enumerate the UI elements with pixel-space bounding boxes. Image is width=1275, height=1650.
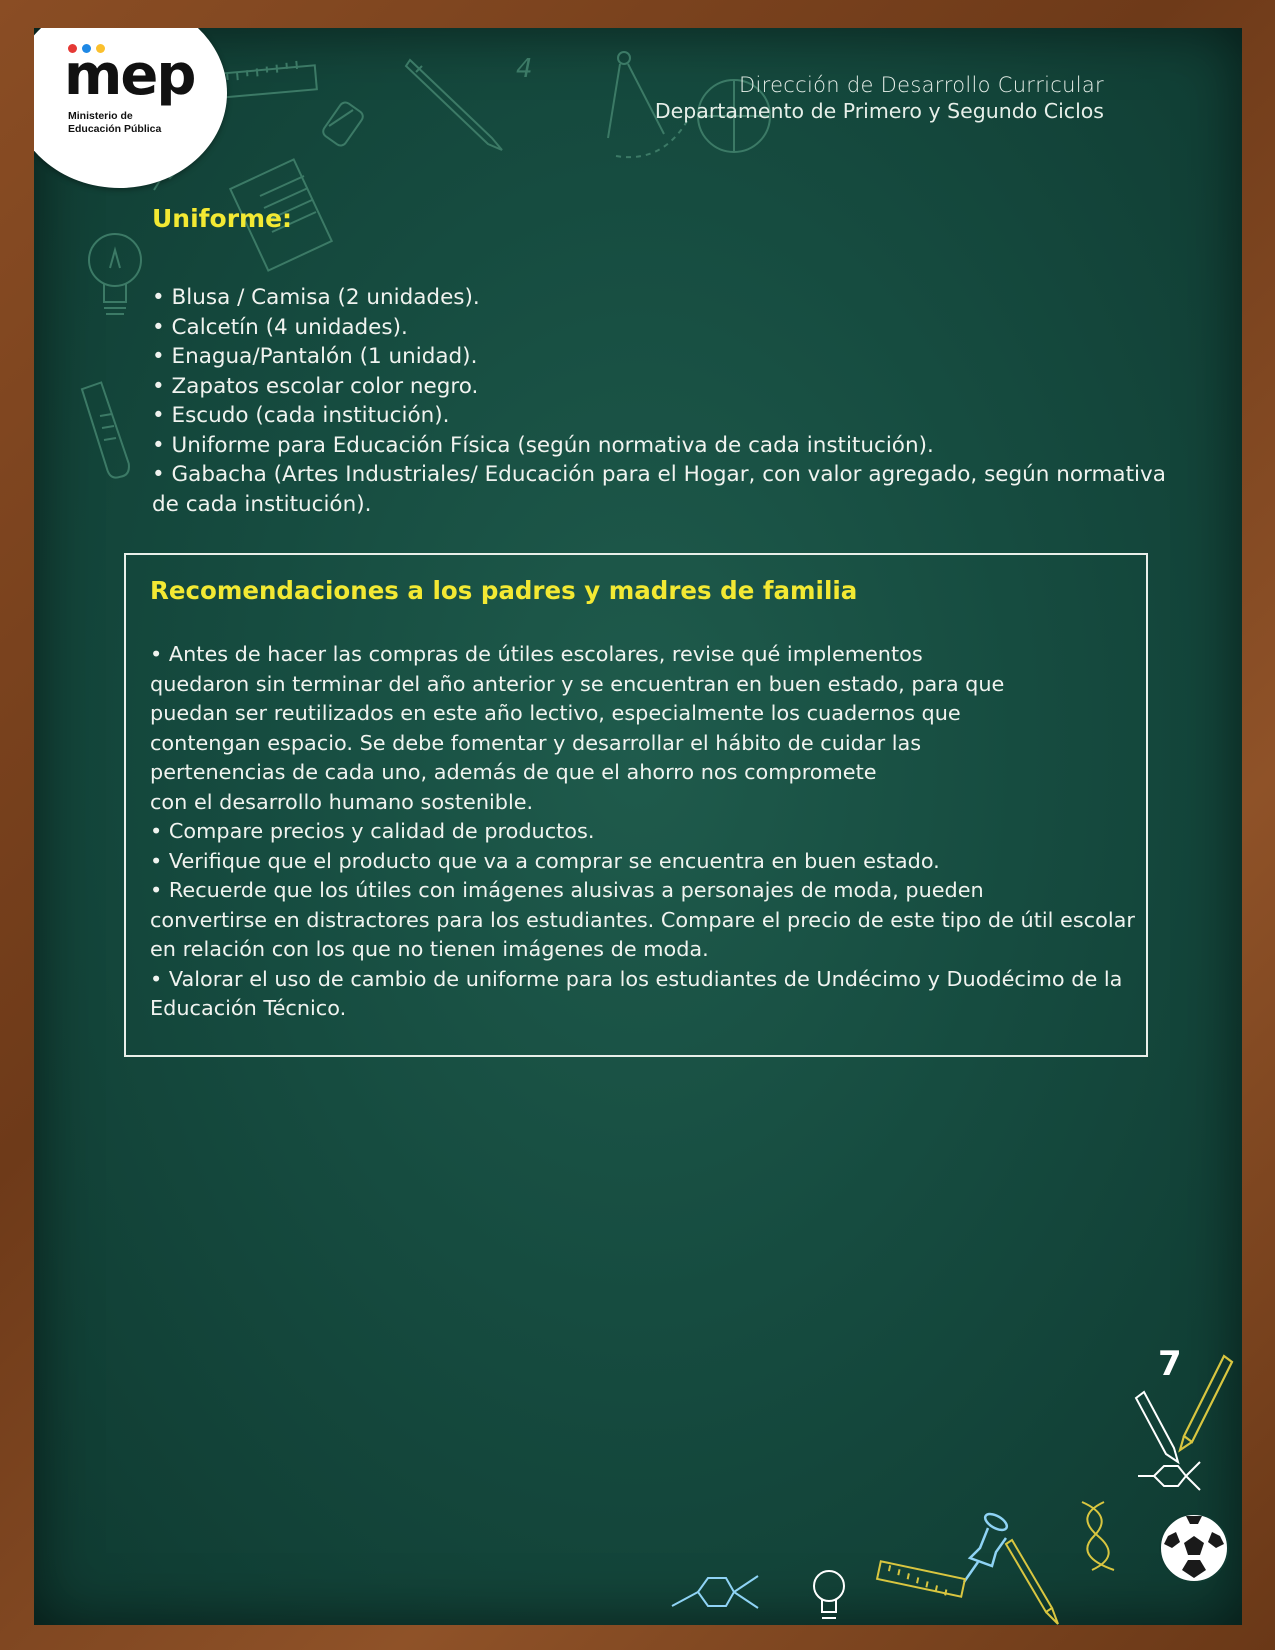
list-item: contengan espacio. Se debe fomentar y desarrollar el hábito de cuidar las: [150, 730, 922, 755]
header-direction: Dirección de Desarrollo Curricular: [739, 73, 1104, 97]
recommendations-list: [150, 640, 1135, 1024]
logo-subtitle: [68, 110, 188, 136]
soccer-ball-icon: [1156, 1510, 1232, 1586]
pencil-icon: [402, 50, 512, 160]
recommendations-title: Recomendaciones a los padres y madres de familia: [150, 576, 858, 605]
list-item: Educación Técnico.: [150, 996, 347, 1020]
logo-subtitle-line2: Educación Pública: [68, 123, 162, 135]
list-item: • Uniforme para Educación Física (según normativa de cada institución).: [152, 432, 934, 458]
molecule-icon: [668, 1562, 768, 1622]
header-department: Departamento de Primero y Segundo Ciclos: [654, 99, 1104, 123]
uniforme-list: [152, 283, 1166, 519]
list-item: con el desarrollo humano sostenible.: [150, 789, 534, 814]
list-item: • Blusa / Camisa (2 unidades).: [152, 285, 480, 310]
paintbrush-icon: [1000, 1538, 1070, 1625]
list-item: en relación con los que no tienen imágenes de moda.: [150, 937, 709, 961]
list-item: convertirse en distractores para los estudiantes. Compare el precio de este tipo de útil escolar: [150, 907, 1135, 932]
list-item: • Zapatos escolar color negro.: [152, 373, 479, 399]
list-item: de cada institución).: [152, 491, 372, 517]
ruler-icon: [874, 1558, 974, 1608]
list-item: • Gabacha (Artes Industriales/ Educación para el Hogar, con valor agregado, según normativa: [152, 462, 1166, 487]
list-item: • Verifique que el producto que va a comprar se encuentra en buen estado.: [150, 848, 940, 873]
lightbulb-icon: [804, 1564, 854, 1625]
list-item: pertenencias de cada uno, además de que el ahorro nos compromete: [150, 760, 877, 784]
list-item: • Valorar el uso de cambio de uniforme para los estudiantes de Undécimo y Duodécimo de la: [150, 966, 1123, 991]
chalkboard: [34, 28, 1242, 1625]
list-item: quedaron sin terminar del año anterior y se encuentran en buen estado, para que: [150, 671, 1005, 696]
page-number: 7: [1158, 1344, 1182, 1384]
list-item: • Enagua/Pantalón (1 unidad).: [152, 344, 478, 369]
list-item: • Compare precios y calidad de productos.: [150, 819, 595, 843]
molecule-icon: [1134, 1452, 1204, 1502]
list-item: • Calcetín (4 unidades).: [152, 314, 408, 340]
list-item: • Antes de hacer las compras de útiles escolares, revise qué implementos: [150, 642, 923, 666]
list-item: • Escudo (cada institución).: [152, 403, 450, 428]
dna-icon: [1074, 1496, 1134, 1576]
uniforme-title: Uniforme:: [152, 204, 293, 233]
logo-subtitle-line1: Ministerio de: [68, 110, 133, 122]
list-item: • Recuerde que los útiles con imágenes alusivas a personajes de moda, pueden: [150, 878, 984, 902]
logo-wordmark: mep: [64, 43, 195, 108]
test-tube-icon: [78, 376, 138, 486]
chalk-number-decoration: 4: [516, 54, 533, 84]
eraser-icon: [320, 96, 370, 156]
lightbulb-icon: [80, 224, 150, 334]
list-item: puedan ser reutilizados en este año lectivo, especialmente los cuadernos que: [150, 701, 961, 725]
